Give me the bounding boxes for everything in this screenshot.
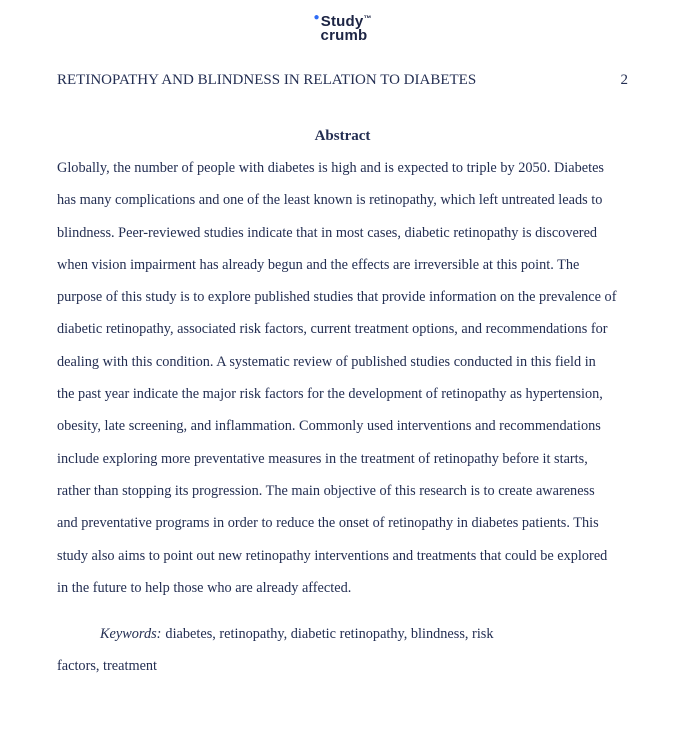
keywords-values: diabetes, retinopathy, diabetic retinopathy, blindness, risk [165, 626, 494, 643]
page-number: 2 [620, 72, 628, 88]
abstract-line: in the future to help those who are already affected. [57, 579, 352, 596]
abstract-line: study also aims to point out new retinopathy interventions and treatments that could be explored [57, 547, 608, 564]
abstract-line: dealing with this condition. A systematic review of published studies conducted in this field in [57, 353, 596, 370]
abstract-line: has many complications and one of the least known is retinopathy, which left untreated leads to [57, 192, 603, 209]
running-head [57, 70, 628, 90]
abstract-body [57, 152, 629, 683]
keywords-label: Keywords: [100, 626, 162, 643]
logo-brand-study: Study [320, 13, 364, 30]
abstract-line: Globally, the number of people with diabetes is high and is expected to triple by 2050. Diabetes [57, 160, 604, 176]
abstract-line: rather than stopping its progression. The main objective of this research is to create awareness [57, 482, 595, 499]
running-head-title: RETINOPATHY AND BLINDNESS IN RELATION TO DIABETES [57, 72, 477, 88]
abstract-line: purpose of this study is to explore published studies that provide information on the prevalence of [57, 289, 617, 306]
keywords-section [57, 618, 629, 683]
logo-dot-icon: ● [313, 12, 320, 23]
abstract-line: obesity, late screening, and inflammation. Commonly used interventions and recommendations [57, 418, 601, 435]
abstract-heading: Abstract [314, 128, 371, 144]
abstract-line: include exploring more preventative measures in the treatment of retinopathy before it starts, [57, 450, 588, 467]
studycrumb-logo-text [314, 11, 372, 43]
abstract-line: diabetic retinopathy, associated risk factors, current treatment options, and recommendations for [57, 321, 608, 338]
abstract-line: and preventative programs in order to reduce the onset of retinopathy in diabetes patients. This [57, 515, 599, 532]
keywords-line-2: factors, treatment [57, 658, 158, 675]
abstract-line: when vision impairment has already begun and the effects are irreversible at this point. The [57, 256, 580, 273]
studycrumb-logo [0, 11, 685, 43]
abstract-line: the past year indicate the major risk factors for the development of retinopathy as hypertension, [57, 386, 603, 403]
abstract-line: blindness. Peer-reviewed studies indicate that in most cases, diabetic retinopathy is discovered [57, 224, 598, 241]
logo-trademark-symbol: ™ [363, 14, 372, 23]
logo-brand-crumb: crumb [320, 27, 368, 44]
keywords-line-1 [57, 618, 629, 650]
